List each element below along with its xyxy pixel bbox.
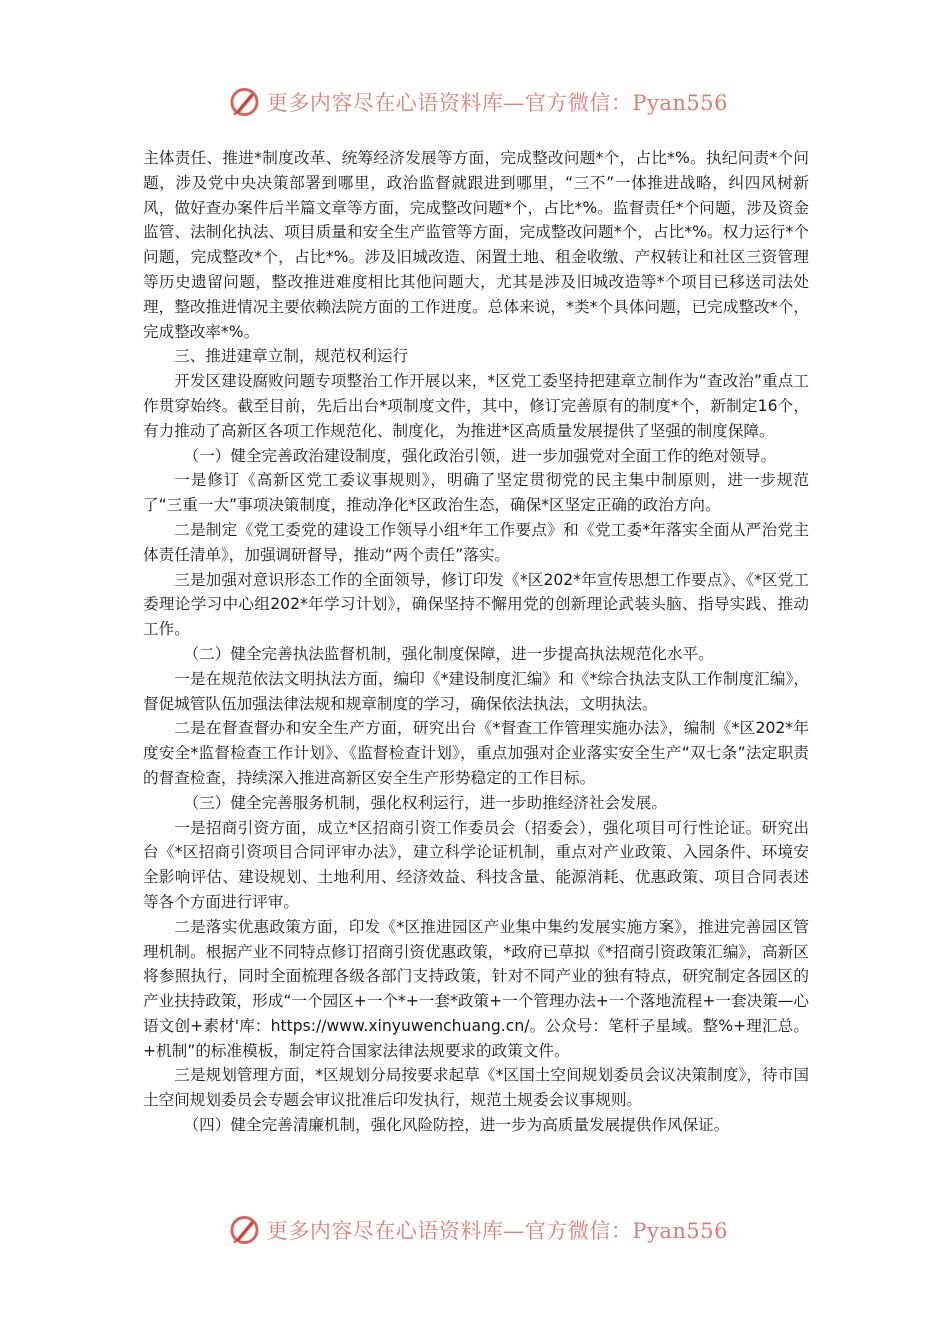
paragraph: 三是加强对意识形态工作的全面领导，修订印发《*区202*年宣传思想工作要点》、《*区党工委理论学习中心组202*年学习计划》，确保坚持不懈用党的创新理论武装头脑、指导实践、推动工作。 xyxy=(143,570,809,639)
paragraph: 二是制定《党工委党的建设工作领导小组*年工作要点》和《党工委*年落实全面从严治党主体责任清单》，加强调研督导，推动“两个责任”落实。 xyxy=(143,520,809,564)
paragraph: 开发区建设腐败问题专项整治工作开展以来，*区党工委坚持把建章立制作为“查改治”重点工作贯穿始终。截至目前，先后出台*项制度文件，其中，修订完善原有的制度*个，新制定16个，有力推动了高新区各项工作规范化、制度化，为推进*区高质量发展提供了坚强的制度保障。 xyxy=(143,372,809,440)
subsection-heading: （二）健全完善执法监督机制，强化制度保障，进一步提高执法规范化水平。 xyxy=(183,644,714,663)
paragraph: 一是在规范依法文明执法方面，编印《*建设制度汇编》和《*综合执法支队工作制度汇编》，督促城管队伍加强法律法规和规章制度的学习，确保依法执法，文明执法。 xyxy=(143,669,809,713)
paragraph: 二是落实优惠政策方面，印发《*区推进园区产业集中集约发展实施方案》，推进完善园区管理机制。根据产业不同特点修订招商引资优惠政策，*政府已草拟《*招商引资政策汇编》，高新区将参照执行，同时全面梳理各级各部门支持政策，针对不同产业的独有特点，研究制定各园区的产业扶持政策，形成“一个园区+一个*+一套*政策+一个管理办法+一个落地流程+一套决策—心语文创+素材'库：https://www.xinyuwenchuang.cn/。公众号：笔杆子星域。整%+理汇总。+机制”的标准模板，制定符合国家法律法规要求的政策文件。 xyxy=(143,917,809,1060)
paragraph: 三是规划管理方面，*区规划分局按要求起草《*区国土空间规划委员会议决策制度》，待市国土空间规划委员会专题会审议批准后印发执行，规范土规委会议事规则。 xyxy=(143,1066,809,1110)
pen-seal-logo-icon xyxy=(228,1213,261,1247)
footer-watermark-banner xyxy=(228,1210,728,1250)
watermark-text: 更多内容尽在心语资料库—官方微信：Pyan556 xyxy=(266,91,728,115)
subsection-heading: （四）健全完善清廉机制，强化风险防控，进一步为高质量发展提供作风保证。 xyxy=(183,1116,730,1135)
pen-seal-logo-icon xyxy=(228,85,261,119)
header-watermark-banner xyxy=(228,82,728,122)
section-heading: 三、推进建章立制，规范权利运行 xyxy=(174,347,409,366)
paragraph: 一是修订《高新区党工委议事规则》，明确了坚定贯彻党的民主集中制原则，进一步规范了“三重一大”事项决策制度，推动净化*区政治生态，确保*区坚定正确的政治方向。 xyxy=(143,471,809,515)
subsection-heading: （三）健全完善服务机制，强化权利运行，进一步助推经济社会发展。 xyxy=(183,793,667,812)
document-body xyxy=(143,146,809,1138)
subsection-heading: （一）健全完善政治建设制度，强化政治引领，进一步加强党对全面工作的绝对领导。 xyxy=(183,446,777,465)
watermark-text: 更多内容尽在心语资料库—官方微信：Pyan556 xyxy=(266,1219,728,1243)
paragraph: 二是在督查督办和安全生产方面，研究出台《*督查工作管理实施办法》，编制《*区202*年度安全*监督检查工作计划》、《监督检查计划》，重点加强对企业落实安全生产“双七条”法定职责的督查检查，持续深入推进高新区安全生产形势稳定的工作目标。 xyxy=(143,719,809,787)
paragraph: 主体责任、推进*制度改革、统筹经济发展等方面，完成整改问题*个，占比*%。执纪问责*个问题，涉及党中央决策部署到哪里，政治监督就跟进到哪里，“三不”一体推进战略，纠四风树新风，做好查办案件后半篇文章等方面，完成整改问题*个，占比*%。监督责任*个问题，涉及资金监管、法制化执法、项目质量和安全生产监管等方面，完成整改问题*个，占比*%。权力运行*个问题，完成整改*个，占比*%。涉及旧城改造、闲置土地、租金收缴、产权转让和社区三资管理等历史遗留问题，整改推进难度相比其他问题大，尤其是涉及旧城改造等*个项目已移送司法处理，整改推进情况主要依赖法院方面的工作进度。总体来说，*类*个具体问题，已完成整改*个，完成整改率*%。 xyxy=(143,149,809,341)
paragraph: 一是招商引资方面，成立*区招商引资工作委员会（招委会），强化项目可行性论证。研究出台《*区招商引资项目合同评审办法》，建立科学论证机制，重点对产业政策、入园条件、环境安全影响评估、建设规划、土地利用、经济效益、科技含量、能源消耗、优惠政策、项目合同表述等各个方面进行评审。 xyxy=(143,818,809,911)
